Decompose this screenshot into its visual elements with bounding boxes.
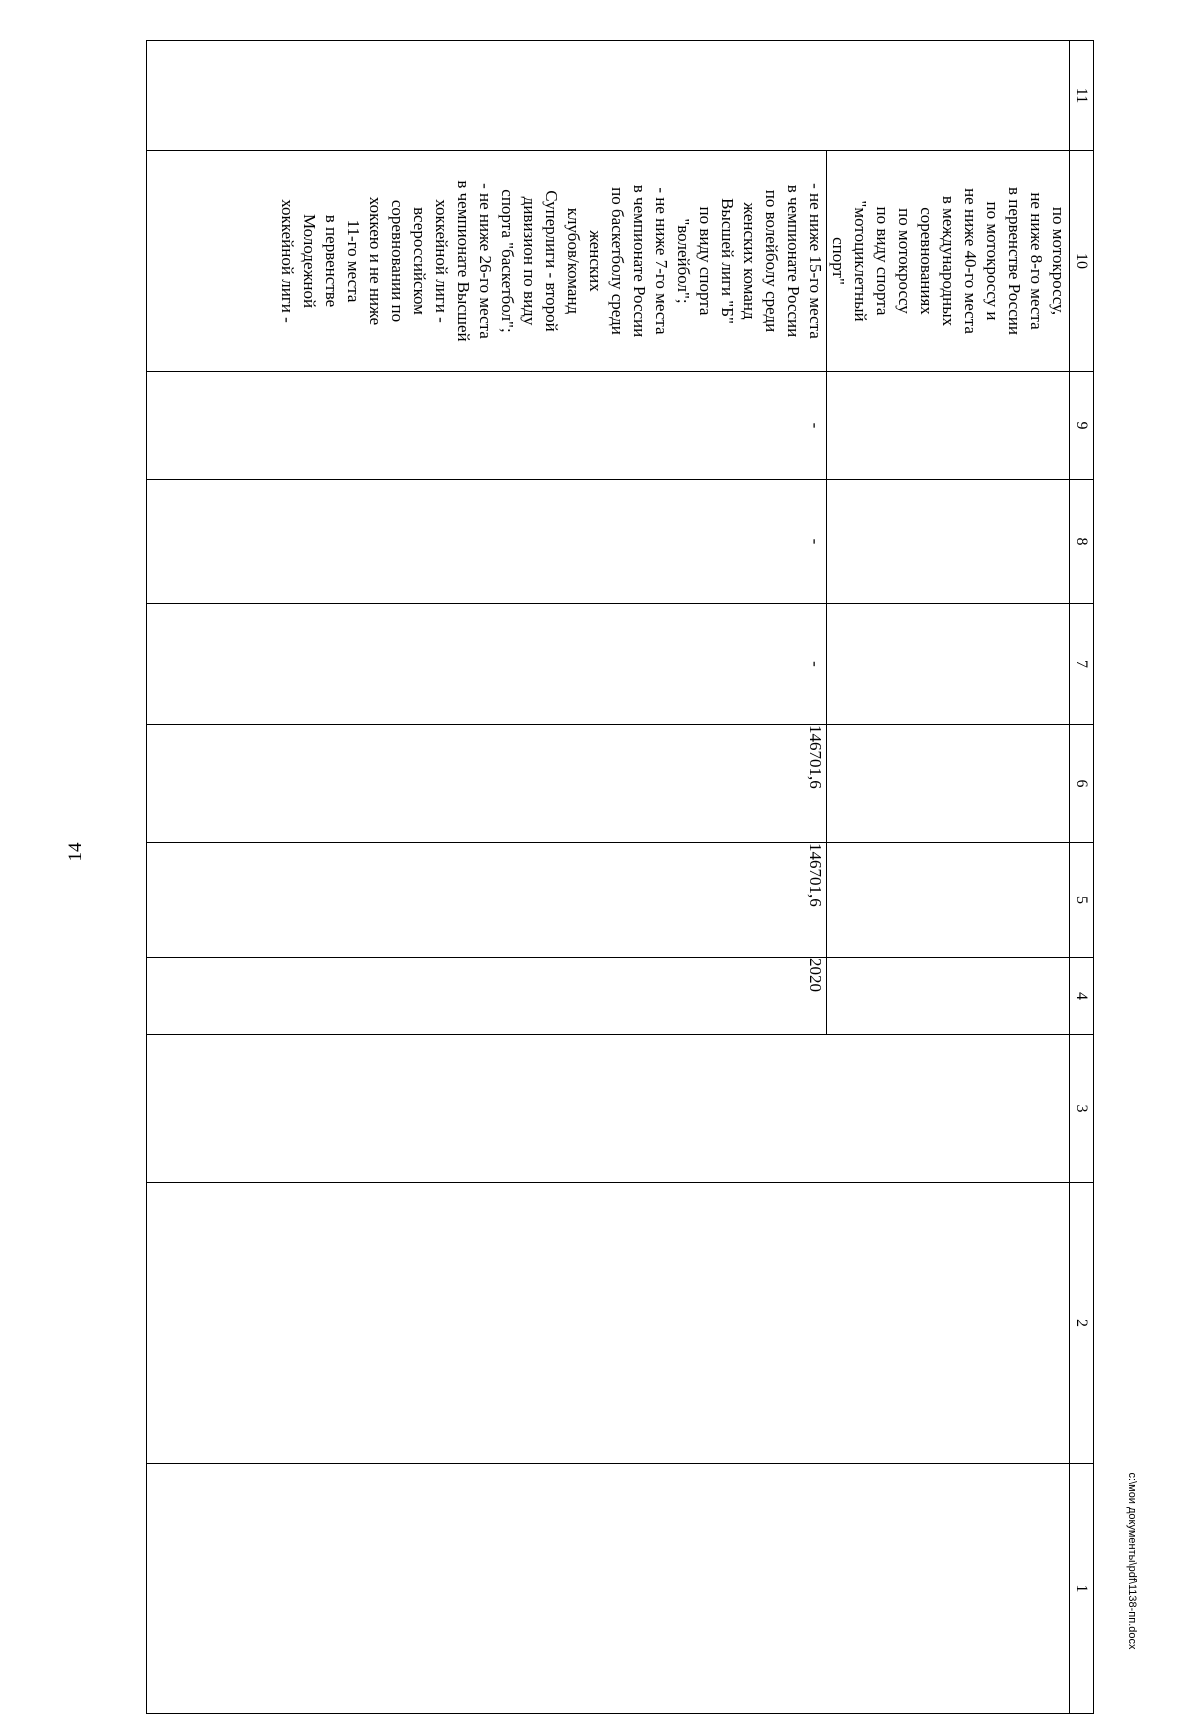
cell-col9: - — [147, 372, 827, 480]
budget-table — [146, 40, 1094, 1713]
cell-col5-top — [827, 843, 1070, 958]
col-header-3: 3 — [1070, 1035, 1094, 1183]
table-row — [827, 41, 1070, 1714]
cell-col6-top — [827, 725, 1070, 843]
col-header-5: 5 — [1070, 843, 1094, 958]
cell-col2 — [147, 1183, 1070, 1464]
cell-col4-top — [827, 958, 1070, 1035]
cell-col10-motocross: по мотокроссу, не ниже 8-го места в первенстве России по мотокроссу и не ниже 40-го места в международных соревнованиях по мотокроссу по виду спорта "мотоциклетный спорт" — [827, 151, 1070, 372]
cell-col8: - — [147, 480, 827, 604]
cell-col8-top — [827, 480, 1070, 604]
cell-col1 — [147, 1464, 1070, 1714]
col-header-6: 6 — [1070, 725, 1094, 843]
page-number: 14 — [65, 842, 86, 862]
footer-file-path: c:\мои документы\pdf\1138-пп.docx — [1126, 1472, 1138, 1650]
cell-col11 — [147, 41, 1070, 151]
cell-col3 — [147, 1035, 1070, 1183]
col-header-9: 9 — [1070, 372, 1094, 480]
cell-col4-year: 2020 — [147, 958, 827, 1035]
col-header-11: 11 — [1070, 41, 1094, 151]
col-header-8: 8 — [1070, 480, 1094, 604]
cell-col9-top — [827, 372, 1070, 480]
cell-col5-amount: 146701,6 — [147, 843, 827, 958]
cell-col7: - — [147, 604, 827, 725]
cell-col10-sports: - не ниже 15-го места в чемпионате России по волейболу среди женских команд Высшей лиги "Б" по виду спорта "волейбол"; - не ниже 7-го места в чемпионате России по баскетболу среди женских клубов/команд Суперлиги - второй дивизион по виду спорта "баскетбол"; - не ниже 26-го места в чемпионате Высшей хоккейной лиги - всероссийском соревновании по хоккею и не ниже 11-го места в первенстве Молодежной хоккейной лиги - — [147, 151, 827, 372]
cell-col6-amount: 146701,6 — [147, 725, 827, 843]
cell-col7-top — [827, 604, 1070, 725]
col-header-2: 2 — [1070, 1183, 1094, 1464]
header-row — [1070, 41, 1094, 1714]
col-header-4: 4 — [1070, 958, 1094, 1035]
col-header-1: 1 — [1070, 1464, 1094, 1714]
col-header-7: 7 — [1070, 604, 1094, 725]
col-header-10: 10 — [1070, 151, 1094, 372]
